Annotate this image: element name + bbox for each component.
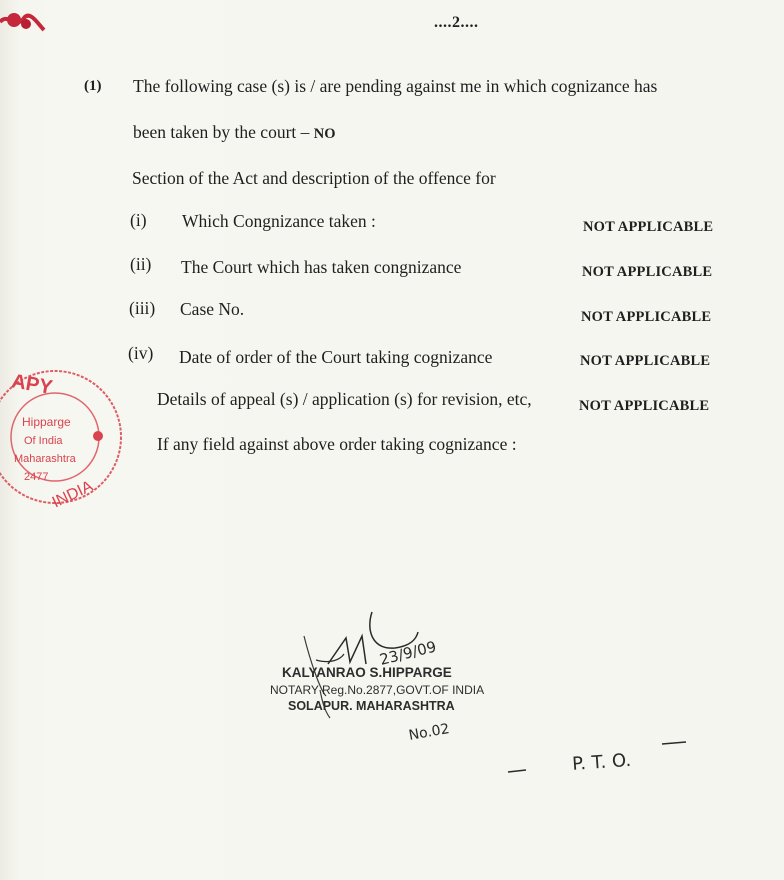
seal-line-1: Hipparge — [22, 415, 71, 429]
signature-note: No.02 — [407, 721, 451, 744]
item-number: (1) — [84, 78, 102, 94]
notary-name: KALYANRAO S.HIPPARGE — [282, 665, 452, 680]
seal-line-2: Of India — [24, 435, 63, 447]
item-line-2-answer: NO — [313, 126, 336, 142]
page-number: ....2.... — [434, 14, 479, 31]
notary-seal-stamp — [0, 352, 130, 522]
seal-line-4: 2477 — [24, 471, 49, 483]
appeal-label: Details of appeal (s) / application (s) for revision, etc, — [157, 389, 532, 409]
item-line-2 — [133, 122, 336, 143]
seal-bottom-text: INDIA — [49, 477, 96, 512]
sub-item-value: NOT APPLICABLE — [583, 219, 714, 235]
signature-date: 23/9/09 — [377, 637, 439, 669]
sub-item-label: Date of order of the Court taking cognizance — [179, 347, 493, 367]
sub-item-roman: (iii) — [129, 298, 156, 318]
sub-item-roman: (ii) — [130, 254, 152, 274]
sub-item-label: The Court which has taken congnizance — [181, 257, 462, 277]
item-line-3: Section of the Act and description of the offence for — [132, 168, 496, 188]
sub-item-roman: (iv) — [128, 343, 154, 363]
field-line: If any field against above order taking cognizance : — [157, 434, 517, 454]
sub-item-label: Which Congnizance taken : — [182, 211, 376, 231]
sub-item-roman: (i) — [130, 210, 147, 230]
sub-item-label: Case No. — [180, 299, 245, 319]
pto-text: P. T. O. — [571, 749, 632, 775]
seal-line-3: Maharashtra — [14, 453, 76, 465]
seal-top-text: APY — [9, 370, 55, 400]
sub-item-value: NOT APPLICABLE — [580, 353, 711, 369]
binding-thread-icon — [0, 0, 60, 40]
item-line-2-text: been taken by the court – — [133, 122, 314, 142]
sub-item-value: NOT APPLICABLE — [582, 264, 713, 280]
item-line-1: The following case (s) is / are pending against me in which cognizance has — [133, 76, 658, 96]
sub-item-value: NOT APPLICABLE — [581, 309, 712, 325]
notary-place: SOLAPUR. MAHARASHTRA — [288, 699, 455, 713]
appeal-value: NOT APPLICABLE — [579, 398, 710, 414]
notary-registration: NOTARY Reg.No.2877,GOVT.OF INDIA — [270, 683, 485, 697]
